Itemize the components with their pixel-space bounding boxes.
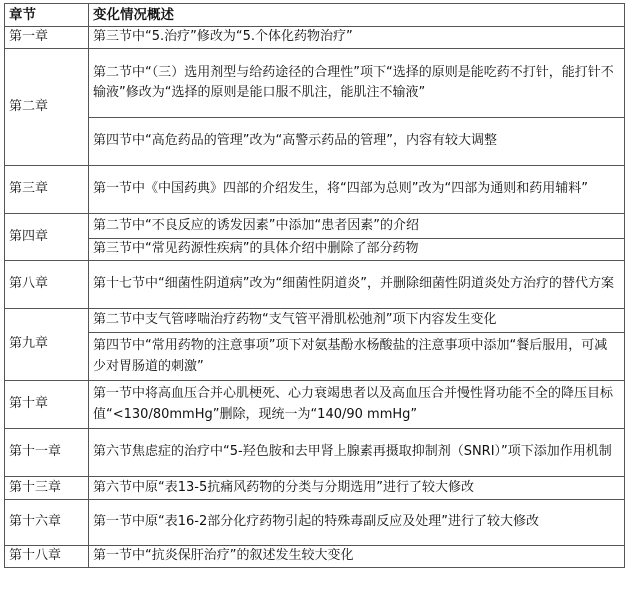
table-row — [5, 429, 625, 477]
chapter-cell: 第八章 — [5, 261, 89, 309]
header-chapter: 章节 — [5, 4, 89, 27]
table-row — [5, 381, 625, 429]
change-summary-table — [4, 3, 625, 568]
table-row — [5, 214, 625, 239]
chapter-cell: 第十三章 — [5, 477, 89, 500]
table-row — [5, 309, 625, 333]
table-row — [5, 118, 625, 166]
chapter-cell: 第十六章 — [5, 500, 89, 546]
description-cell: 第十七节中“细菌性阴道病”改为“细菌性阴道炎”，并删除细菌性阴道炎处方治疗的替代方案 — [89, 261, 625, 309]
description-cell: 第三节中“5.治疗”修改为“5.个体化药物治疗” — [89, 27, 625, 49]
description-cell: 第一节中《中国药典》四部的介绍发生，将“四部为总则”改为“四部为通则和药用辅料” — [89, 166, 625, 214]
table-row — [5, 333, 625, 381]
table-row — [5, 27, 625, 49]
description-cell: 第二节中“不良反应的诱发因素”中添加“患者因素”的介绍 — [89, 214, 625, 239]
chapter-cell: 第三章 — [5, 166, 89, 214]
table-body — [5, 27, 625, 568]
chapter-cell: 第四章 — [5, 214, 89, 261]
chapter-cell: 第十八章 — [5, 546, 89, 568]
description-cell: 第一节中“抗炎保肝治疗”的叙述发生较大变化 — [89, 546, 625, 568]
description-cell: 第二节中“（三）选用剂型与给药途径的合理性”项下“选择的原则是能吃药不打针，能打针不输液”修改为“选择的原则是能口服不肌注，能肌注不输液” — [89, 49, 625, 118]
table-row — [5, 166, 625, 214]
header-description: 变化情况概述 — [89, 4, 625, 27]
description-cell: 第二节中支气管哮喘治疗药物“支气管平滑肌松弛剂”项下内容发生变化 — [89, 309, 625, 333]
table-row — [5, 477, 625, 500]
table-row — [5, 261, 625, 309]
table-row — [5, 546, 625, 568]
description-cell: 第一节中将高血压合并心肌梗死、心力衰竭患者以及高血压合并慢性肾功能不全的降压目标值“<130/80mmHg”删除，现统一为“140/90 mmHg” — [89, 381, 625, 429]
chapter-cell: 第十一章 — [5, 429, 89, 477]
description-cell: 第三节中“常见药源性疾病”的具体介绍中删除了部分药物 — [89, 239, 625, 261]
table-row — [5, 49, 625, 118]
description-cell: 第六节焦虑症的治疗中“5-羟色胺和去甲肾上腺素再摄取抑制剂（SNRI）”项下添加作用机制 — [89, 429, 625, 477]
description-cell: 第四节中“常用药物的注意事项”项下对氨基酚水杨酸盐的注意事项中添加“餐后服用，可减少对胃肠道的刺激” — [89, 333, 625, 381]
chapter-cell: 第二章 — [5, 49, 89, 166]
chapter-cell: 第十章 — [5, 381, 89, 429]
chapter-cell: 第一章 — [5, 27, 89, 49]
table-header-row — [5, 4, 625, 27]
description-cell: 第一节中原“表16-2部分化疗药物引起的特殊毒副反应及处理”进行了较大修改 — [89, 500, 625, 546]
table-row — [5, 239, 625, 261]
table-row — [5, 500, 625, 546]
chapter-cell: 第九章 — [5, 309, 89, 381]
description-cell: 第四节中“高危药品的管理”改为“高警示药品的管理”，内容有较大调整 — [89, 118, 625, 166]
description-cell: 第六节中原“表13-5抗痛风药物的分类与分期选用”进行了较大修改 — [89, 477, 625, 500]
